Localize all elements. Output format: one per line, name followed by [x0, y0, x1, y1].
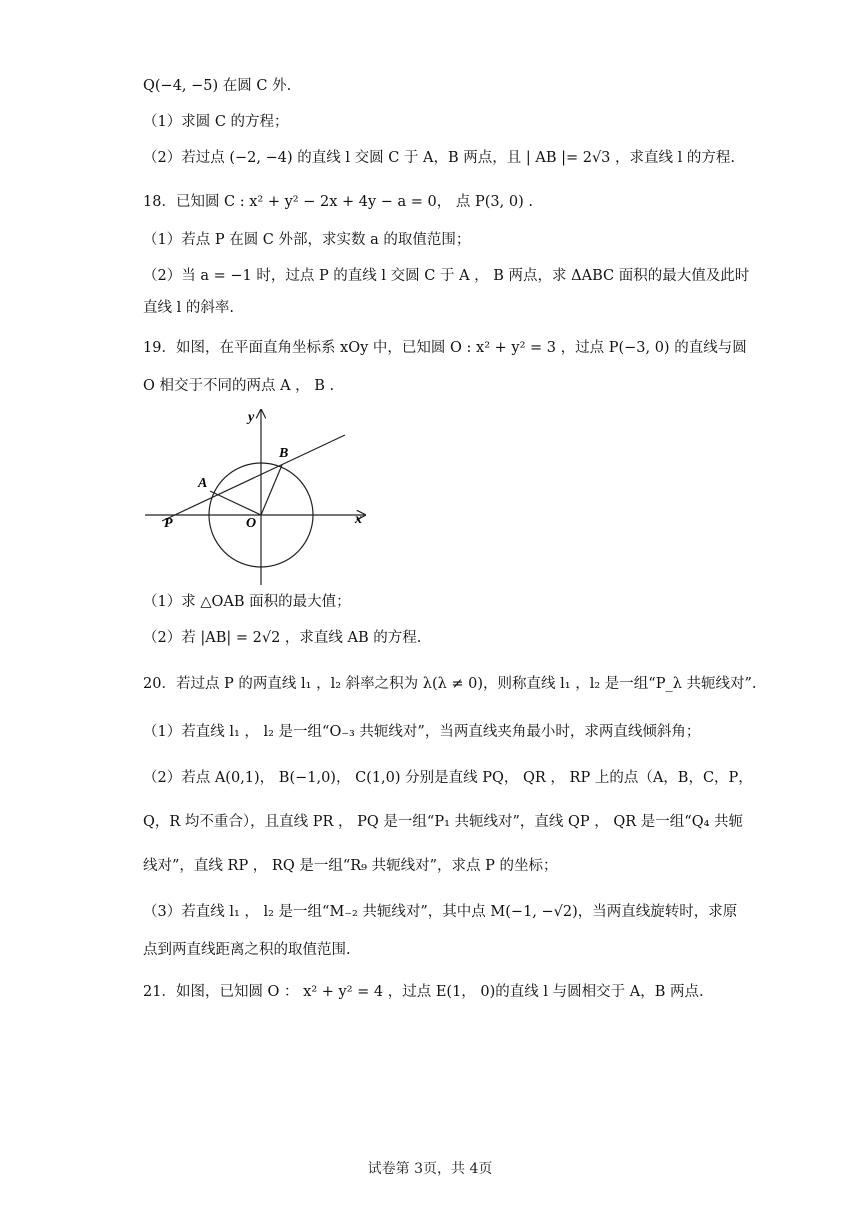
line-14: （2）若点 A(0,1)， B(−1,0)， C(1,0) 分别是直线 PQ， QR ， RP 上的点（A，B，C，P， [143, 770, 753, 786]
segment-oa [210, 491, 261, 515]
label-a: A [198, 476, 208, 491]
label-x: x [355, 512, 362, 527]
line-10: （1）求 △OAB 面积的最大值； [143, 594, 351, 610]
line-19: 21．如图，已知圆 O ： x² + y² = 4 ，过点 E(1， 0)的直线 l 与圆相交于 A，B 两点. [143, 984, 704, 1000]
line-12: 20．若过点 P 的两直线 l₁ ，l₂ 斜率之积为 λ(λ ≠ 0)，则称直线 l₁ ，l₂ 是一组“P_λ 共轭线对”. [143, 676, 757, 692]
label-y: y [248, 410, 255, 425]
line-9: O 相交于不同的两点 A ， B . [143, 378, 335, 394]
line-16: 线对”，直线 RP ， RQ 是一组“R₉ 共轭线对”，求点 P 的坐标； [143, 858, 558, 874]
line-17: （3）若直线 l₁ ， l₂ 是一组“M₋₂ 共轭线对”，其中点 M(−1, −√2)，当两直线旋转时，求原 [143, 904, 738, 920]
line-11: （2）若 |AB| = 2√2 ，求直线 AB 的方程. [143, 630, 422, 646]
line-3: （2）若过点 (−2, −4) 的直线 l 交圆 C 于 A，B 两点，且 | AB |= 2√3 ，求直线 l 的方程. [143, 150, 735, 166]
label-b: B [279, 446, 289, 461]
line-7: 直线 l 的斜率. [143, 300, 234, 316]
line-pb [162, 435, 345, 521]
line-6: （2）当 a = −1 时，过点 P 的直线 l 交圆 C 于 A ， B 两点，求 ΔABC 面积的最大值及此时 [143, 268, 750, 284]
line-1: Q(−4, −5) 在圆 C 外. [143, 78, 292, 94]
line-2: （1）求圆 C 的方程； [143, 114, 289, 130]
line-8: 19．如图，在平面直角坐标系 xOy 中，已知圆 O : x² + y² = 3 ，过点 P(−3, 0) 的直线与圆 [143, 340, 747, 356]
label-p: P [164, 516, 173, 531]
line-4: 18．已知圆 C : x² + y² − 2x + 4y − a = 0， 点 P(3, 0) . [143, 194, 533, 210]
line-15: Q，R 均不重合），且直线 PR ， PQ 是一组“P₁ 共轭线对”，直线 QP ， QR 是一组“Q₄ 共轭 [143, 814, 744, 830]
line-13: （1）若直线 l₁ ， l₂ 是一组“O₋₃ 共轭线对”，当两直线夹角最小时，求两直线倾斜角； [143, 724, 701, 740]
line-18: 点到两直线距离之积的取值范围. [143, 942, 351, 958]
line-5: （1）若点 P 在圆 C 外部，求实数 a 的取值范围； [143, 232, 471, 248]
label-o: O [246, 516, 257, 531]
circle-figure [140, 405, 380, 590]
page-footer: 试卷第 3页，共 4页 [367, 1161, 493, 1177]
